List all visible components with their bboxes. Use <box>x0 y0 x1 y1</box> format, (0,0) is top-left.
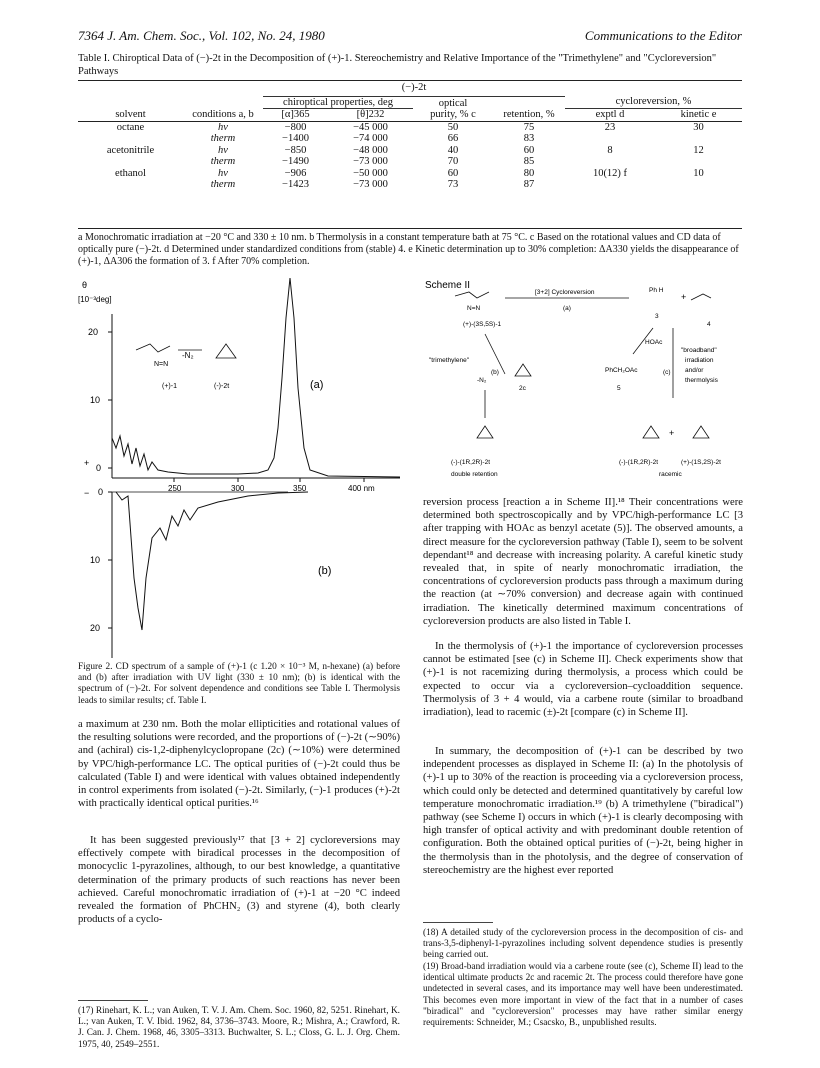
footnote-19: (19) Broad-band irradiation would via a carbene route (see (c), Scheme II) lead to the identical ultimate products 2c and racemic 2t. The process could therefore have gone undetected in several cases, and its importance may well have been underestimated. This becomes even more important in view of the fact that in a number of cases "biradical" and "cycloreversion" processes may have rather similar energy requirements: Schneider, M.; Csacsko, B., unpublished results. <box>423 962 743 1029</box>
section-title: Communications to the Editor <box>584 28 742 43</box>
scheme-prod-left: (-)-(1R,2R)-2t <box>451 459 490 466</box>
table-cell: 40 <box>447 144 459 156</box>
tick-a-20: 20 <box>88 327 99 337</box>
tick-x-250: 250 <box>168 484 182 493</box>
table-header-solvent: solvent <box>115 108 146 120</box>
table-cell <box>78 179 183 191</box>
inset-minus-n2: -N₂ <box>182 351 194 360</box>
footnote-17: (17) Rinehart, K. L.; van Auken, T. V. J. Am. Chem. Soc. 1960, 82, 5251. Rinehart, K. L.; van Auken, T. V. Ibid. 1962, 84, 3736–3743. Moore, R.; Mishra, A.; Crawford, R. J. Can. J. Chem. 1968, 46, 3305–3313. Buchwalter, S. L.; Closs, G. L. J. Org. Chem. 1975, 40, 2549–2551. <box>78 1006 400 1050</box>
scheme-andor: and/or <box>685 367 704 374</box>
table-subheader-cyclo: cycloreversion, % <box>565 96 742 109</box>
trans-cyclopropane-icon <box>477 426 493 438</box>
tick-a-10: 10 <box>90 395 101 405</box>
table-header-row <box>78 109 742 122</box>
table-cell: therm <box>210 156 236 167</box>
table-cell: 73 <box>447 179 459 190</box>
table-cell: −1423 <box>282 179 309 190</box>
table-row <box>78 179 742 191</box>
inset-nn: N=N <box>154 361 169 368</box>
table-cell: −48 000 <box>353 144 388 156</box>
scheme-prod-mid: (-)-(1R,2R)-2t <box>619 459 658 466</box>
scheme-5: 5 <box>617 385 621 392</box>
table-header-theta: [θ]232 <box>356 109 385 120</box>
table-row <box>78 121 742 133</box>
tick-x-350: 350 <box>293 484 307 493</box>
table-subheader-optical: optical <box>438 97 468 109</box>
left-paragraph-1: a maximum at 230 nm. Both the molar ellipticities and rotational values of the resulting solutions were recorded, and the proportions of (−)-2t (∼90%) and (achiral) cis-1,2-diphenylcyclopropane (2c) (∼10%) were determined by VPC/high-performance LC. The optical purities of (−)-2t could thus be calculated (Table I) and were identical with values obtained independently in control experiments from isolated (−)-2t. Similarly, (−)-1 produces (+)-2t with practically identical optical purities.¹⁶ <box>78 719 400 810</box>
table-cell <box>565 156 655 168</box>
table-footnotes: a Monochromatic irradiation at −20 °C and 330 ± 10 nm. b Thermolysis in a constant temperature bath at 75 °C. c Based on the rotational values and CD data of optically pure (−)-2t. d Determined under standardized conditions from (stable) 4. e Kinetic determination up to 30% completion: ΔA330 yields the disappearance of (+)-1, ΔA306 the formation of 3. f After 70% completion. <box>78 232 739 267</box>
trans-cyclopropane-icon-2 <box>643 426 659 438</box>
scheme-irradiation: irradiation <box>685 357 714 364</box>
table-cell: 50 <box>447 121 459 133</box>
table-bottom-rule <box>78 228 742 229</box>
pyrazoline-icon <box>136 344 170 352</box>
table-cell: −850 <box>284 144 307 156</box>
table-cell: 85 <box>523 156 535 167</box>
cyclopropane-icon <box>216 344 236 358</box>
table-cell: 12 <box>693 144 704 156</box>
table-cell: −906 <box>284 167 307 179</box>
table-cell: −800 <box>284 121 307 133</box>
minus-sign: − <box>84 488 90 498</box>
styrene-icon <box>691 294 711 300</box>
y-unit-theta: θ <box>82 280 88 290</box>
table-caption: Table I. Chiroptical Data of (−)-2t in the Decomposition of (+)-1. Stereochemistry and Relative Importance of the "Trimethylene" and "Cycloreversion" Pathways <box>78 53 717 77</box>
tick-b-0: 0 <box>98 487 104 497</box>
table-row <box>78 133 742 145</box>
tick-a-0: 0 <box>96 463 102 473</box>
table-cell: ethanol <box>115 167 146 179</box>
left-paragraph-2: It has been suggested previously¹⁷ that [3 + 2] cycloreversions may effectively compete with biradical processes in the decomposition of monocyclic 1-pyrazolines, although, to our best knowledge, a quantitative determination of the primary products of such reactions has never been achieved. Careful monochromatic irradiation of (+)-1 at −20 °C indeed revealed the formation of PhCHN₂ (3) and styrene (4), both clearly products of a cyclo- <box>78 835 400 926</box>
table-cell <box>565 133 655 145</box>
pyrazoline-icon <box>455 292 489 298</box>
tick-b-20: 20 <box>90 623 101 633</box>
scheme-plus-2: + <box>669 428 675 438</box>
scheme-nn: N=N <box>467 305 481 312</box>
diazo-icon: Ph H <box>649 287 664 294</box>
table-cell <box>655 179 742 191</box>
table-cell: −45 000 <box>353 121 388 133</box>
table-cell: acetonitrile <box>106 144 155 156</box>
table-cell: 87 <box>523 179 535 190</box>
table-cell: 30 <box>693 121 704 133</box>
table-row <box>78 168 742 180</box>
table-cell: −1490 <box>282 156 309 167</box>
figure-2-cd-spectrum <box>78 278 408 658</box>
table-header-conditions: conditions a, b <box>192 108 254 120</box>
table-header-exptl: exptl d <box>595 109 625 120</box>
cd-curve-b <box>116 492 308 630</box>
table-cell: 10(12) f <box>592 167 628 179</box>
table-cell: −73 000 <box>353 179 388 190</box>
tick-x-300: 300 <box>231 484 245 493</box>
table-cell: hν <box>218 121 228 133</box>
table-cell <box>78 156 183 168</box>
scheme-trimethylene: "trimethylene" <box>429 357 470 364</box>
table-cell: hν <box>218 167 228 179</box>
scheme-minus-n2: -N₂ <box>477 377 487 384</box>
table-cell: −50 000 <box>353 167 388 179</box>
scheme-2 <box>423 278 743 490</box>
scheme-title: Scheme II <box>425 280 471 291</box>
right-paragraph-1: reversion process [reaction a in Scheme II].¹⁸ Their concentrations were determined both spectroscopically and by VPC/high-performance LC [3 after trapping with HOAc as benzyl acetate (5)]. The observed amounts, a direct measure for the cycloreversion pathway (Table I), seem to be solvent dependant¹⁸ and decrease with increasing polarity. A careful kinetic study revealed that, in spite of nearly monochromatic irradiation, the concentrations of cycloreversion products pass through a maximum during the reaction (at ∼70% conversion) and decrease again with continued irradiation. The kinetically determined maximum concentrations of cycloreversion products are also listed in Table I. <box>423 497 743 627</box>
inset-label-1: (+)-1 <box>162 383 177 390</box>
table-1 <box>78 82 742 191</box>
table-cell: −1400 <box>282 133 309 144</box>
figure-2-caption: Figure 2. CD spectrum of a sample of (+)-1 (c 1.20 × 10⁻³ M, n-hexane) (a) before and (b) after irradiation with UV light (330 ± 10 nm); (b) is identical with the spectrum of (−)-2t. For solvent dependence and conditions see Table I. Thermolysis leads to similar results; cf. Table I. <box>78 662 400 706</box>
table-subheader-chiroptical: chiroptical properties, deg <box>263 96 413 109</box>
right-footnote-rule <box>423 922 493 923</box>
plus-sign: + <box>84 458 90 468</box>
table-cell: 70 <box>447 156 459 167</box>
table-cell: hν <box>218 144 228 156</box>
footnote-18: (18) A detailed study of the cycloreversion process in the decomposition of cis- and trans-3,5-diphenyl-1-pyrazolines including solvent dependence studies is presently being carried out. <box>423 928 743 961</box>
panel-label-b: (b) <box>318 565 332 577</box>
scheme-label-b: (b) <box>491 369 499 376</box>
table-cell: 8 <box>607 144 613 156</box>
scheme-label-c: (c) <box>663 369 671 376</box>
trans-cyclopropane-icon-3 <box>693 426 709 438</box>
scheme-label-a: (a) <box>563 305 571 312</box>
table-cell: 66 <box>447 133 459 144</box>
table-group-header-row <box>78 82 742 96</box>
table-cell: therm <box>210 179 236 190</box>
table-cell <box>78 133 183 145</box>
table-cell: 60 <box>523 144 535 156</box>
panel-label-a: (a) <box>310 379 324 391</box>
table-cell <box>655 133 742 145</box>
scheme-prod-right: (+)-(1S,2S)-2t <box>681 459 721 466</box>
table-cell: therm <box>210 133 236 144</box>
inset-label-2t: (-)-2t <box>214 383 230 390</box>
scheme-phch2oac: PhCH₂OAc <box>605 367 638 374</box>
table-cell: 23 <box>604 121 616 133</box>
cd-curve-a <box>112 278 400 477</box>
scheme-broadband: "broadband" <box>681 347 717 354</box>
table-cell: 83 <box>523 133 535 144</box>
table-top-rule <box>78 80 742 81</box>
table-header-retention: retention, % <box>503 108 555 120</box>
left-footnote-rule <box>78 1000 148 1001</box>
table-header-kinetic: kinetic e <box>680 109 717 120</box>
table-row <box>78 145 742 157</box>
table-cell: 80 <box>523 167 535 179</box>
tick-b-10: 10 <box>90 555 101 565</box>
table-cell <box>565 179 655 191</box>
table-header-alpha: [α]365 <box>281 109 310 120</box>
scheme-label-32: [3+2] Cycloreversion <box>535 289 595 296</box>
scheme-hoac: HOAc <box>645 339 663 346</box>
right-paragraph-2: In the thermolysis of (+)-1 the importance of cycloreversion processes cannot be estimated [see (c) in Scheme II]. Check experiments show that (+)-1 is not racemizing during thermolysis, a process which could be expected to occur via a cycloreversion–cycloaddition sequence. Thermolysis of 3 + 4 would, via a carbene route (similar to broadband irradiation), lead to racemic (±)-2t [compare (c) in Scheme II]. <box>423 641 743 719</box>
table-row <box>78 156 742 168</box>
table-cell: 10 <box>693 167 704 179</box>
journal-citation: 7364 J. Am. Chem. Soc., Vol. 102, No. 24, 1980 <box>78 28 325 43</box>
table-cell: octane <box>116 121 145 133</box>
running-header <box>78 28 742 48</box>
table-cell: −73 000 <box>353 156 388 167</box>
table-header-purity: purity, % c <box>430 109 476 120</box>
tick-x-400: 400 nm <box>348 484 375 493</box>
scheme-racemic: racemic <box>659 471 682 478</box>
scheme-4: 4 <box>707 321 711 328</box>
table-cell: 60 <box>447 167 459 179</box>
right-paragraph-3: In summary, the decomposition of (+)-1 can be described by two independent processes as displayed in Scheme II: (a) In the photolysis of (+)-1 up to 30% of the reaction is proceeding via a cycloreversion process, which could only be detected and determined quantitatively by careful low temperature monochromatic irradiation.¹⁹ (b) A trimethylene ("biradical") pathway (see Scheme I) occurs in which (+)-1 is clearly decomposing with high transfer of optical activity and with predominant double retention of configuration. Both the obtained optical purities of (−)-2t, being higher in the thermolysis than in the photolysis, and the degree of conservation of stereochemistry are the highest ever reported <box>423 746 743 876</box>
table-cell <box>655 156 742 168</box>
table-cell: 75 <box>523 121 535 133</box>
scheme-thermolysis: thermolysis <box>685 377 718 384</box>
table-cell: −74 000 <box>353 133 388 144</box>
y-unit-deg: [10⁻³deg] <box>78 295 112 304</box>
table-group-header: (−)-2t <box>263 82 565 96</box>
scheme-2c: 2c <box>519 385 526 392</box>
scheme-3: 3 <box>655 313 659 320</box>
cis-cyclopropane-icon <box>515 364 531 376</box>
table-subheader-row <box>78 96 742 109</box>
scheme-double-retention: double retention <box>451 471 498 478</box>
scheme-start: (+)-(3S,5S)-1 <box>463 321 502 328</box>
scheme-plus: + <box>681 292 687 302</box>
